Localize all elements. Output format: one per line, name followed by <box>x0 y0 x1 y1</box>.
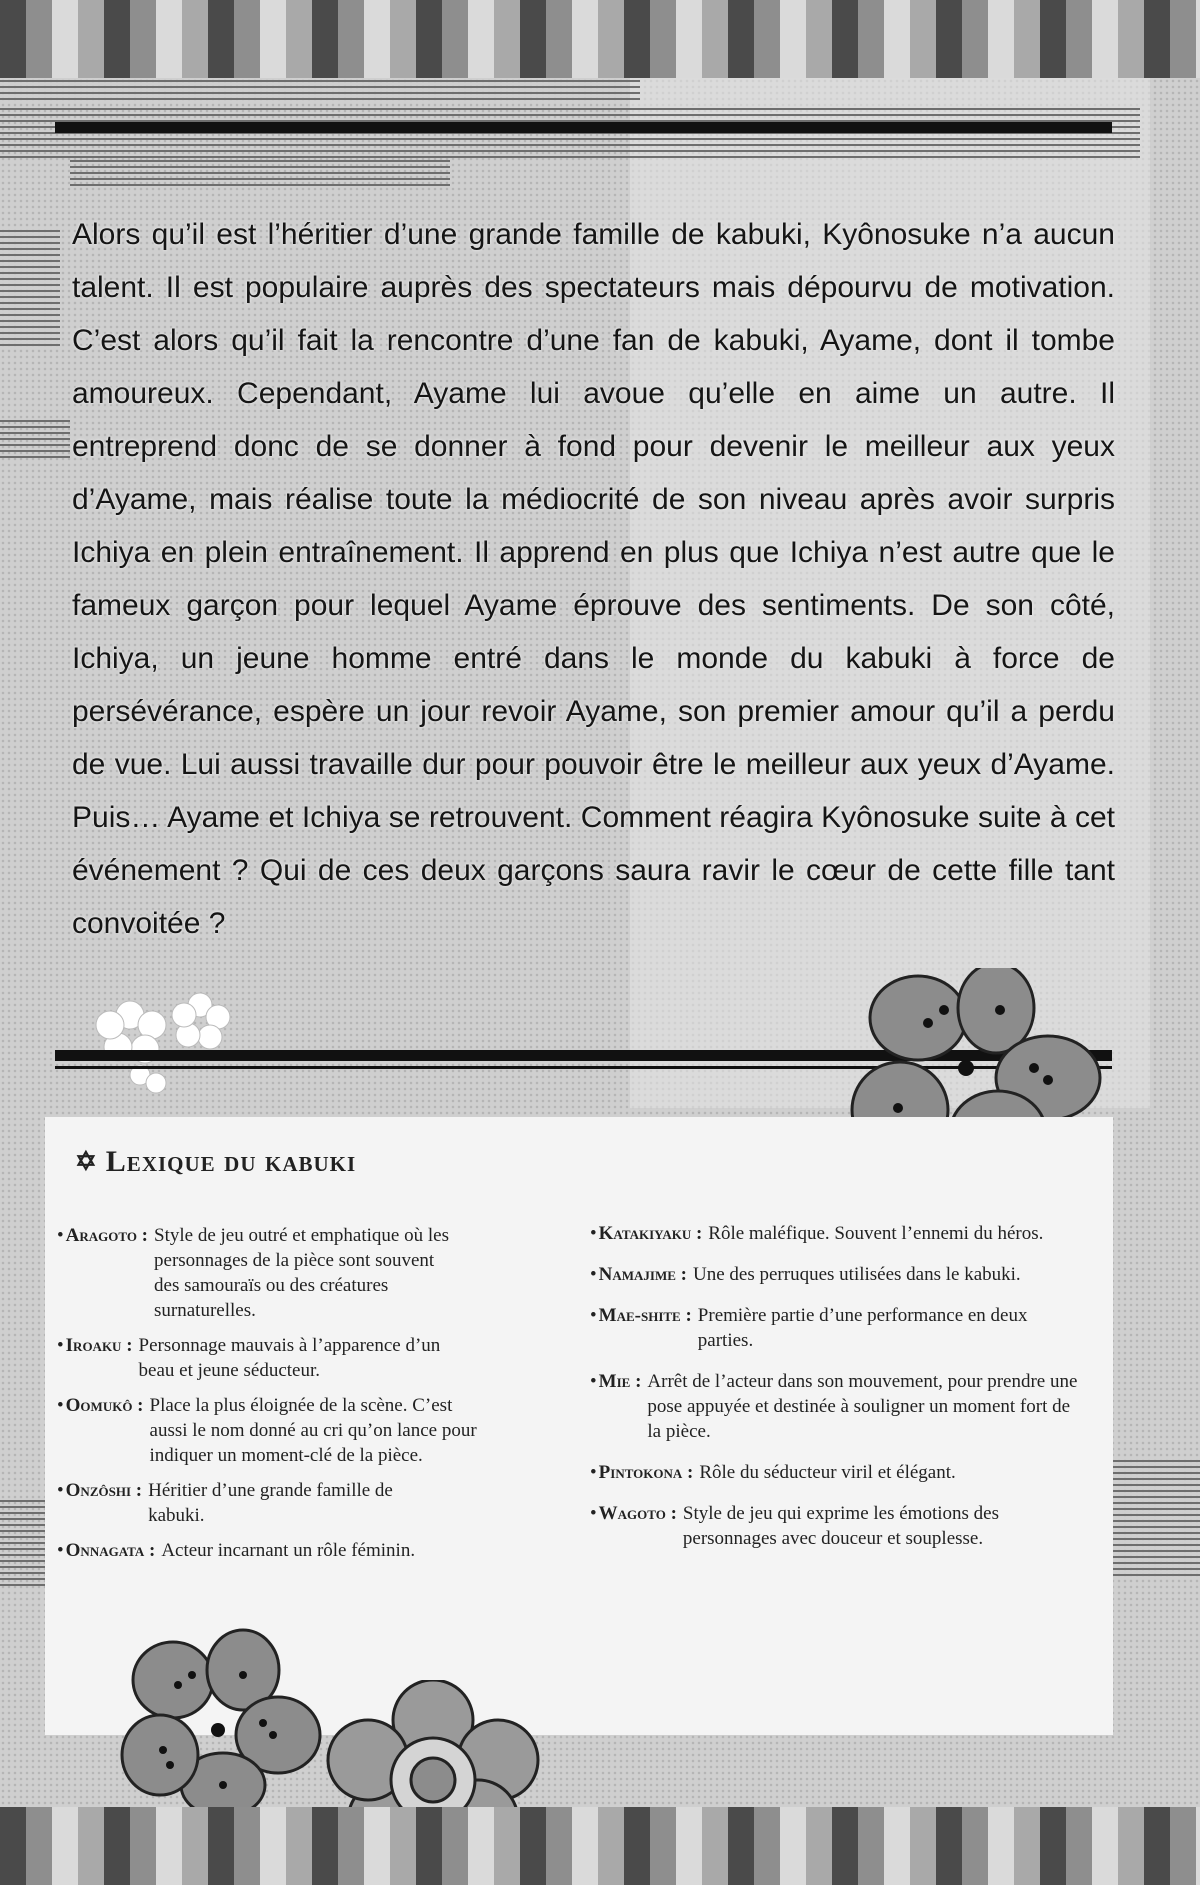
lexique-definition: Style de jeu outré et emphatique où les personnages de la pièce sont souvent des samouraïs ou des créatures surnaturelles. <box>154 1225 449 1321</box>
lexique-right-column <box>590 1221 1110 1551</box>
lexique-definition: Rôle maléfique. Souvent l’ennemi du héros. <box>708 1223 1044 1244</box>
synopsis-text: Alors qu’il est l’héritier d’une grande famille de kabuki, Kyônosuke n’a aucun talent. Il est populaire auprès des spectateurs mais dépourvu de motivation. C’est alors qu’il fait la rencontre d’une fan de kabuki, Ayame, dont il tombe amoureux. Cependant, Ayame lui avoue qu’elle en aime un autre. Il entreprend donc de se donner à fond pour devenir le meilleur aux yeux d’Ayame, mais réalise toute la médiocrité de son niveau après avoir surpris Ichiya en plein entraînement. Il apprend en plus que Ichiya n’est autre que le fameux garçon pour lequel Ayame éprouve des sentiments. De son côté, Ichiya, un jeune homme entré dans le monde du kabuki à force de persévérance, espère un jour revoir Ayame, son premier amour qu’il a perdu de vue. Lui aussi travaille dur pour pouvoir être le meilleur aux yeux d’Ayame. Puis… Ayame et Ichiya se retrouvent. Comment réagira Kyônosuke suite à cet événement ? Qui de ces deux garçons saura ravir le cœur de cette fille tant convoitée ? <box>72 218 1115 940</box>
line-motif <box>0 230 60 350</box>
lexique-definition: Héritier d’une grande famille de kabuki. <box>148 1480 393 1526</box>
lexique-entry <box>57 1393 497 1468</box>
lexique-definition: Style de jeu qui exprime les émotions des personnages avec douceur et souplesse. <box>682 1503 999 1549</box>
lexique-entry <box>590 1369 1110 1444</box>
lexique-entry <box>590 1303 1110 1353</box>
lexique-term: • Oomukô : <box>57 1393 144 1468</box>
lexique-definition: Personnage mauvais à l’apparence d’un beau et jeune séducteur. <box>138 1335 441 1381</box>
line-motif <box>0 80 640 104</box>
lexique-term: • Mie : <box>590 1369 641 1444</box>
lexique-definition: Arrêt de l’acteur dans son mouvement, pour prendre une pose appuyée et destinée à souligner un moment fort de la pièce. <box>647 1371 1078 1442</box>
lexique-left-column <box>57 1223 497 1563</box>
small-flower-icon <box>90 985 240 1095</box>
lexique-entry <box>57 1223 497 1323</box>
lexique-term: • Aragoto : <box>57 1223 148 1323</box>
line-motif <box>70 160 450 190</box>
lexique-entry <box>57 1333 497 1383</box>
lexique-term: • Onzôshi : <box>57 1478 142 1528</box>
line-motif <box>0 420 70 460</box>
lexique-title-text: Lexique du kabuki <box>105 1145 357 1178</box>
lexique-definition: Première partie d’une performance en deux parties. <box>697 1305 1028 1351</box>
lexique-entry <box>590 1501 1110 1551</box>
lexique-entry <box>590 1262 1110 1287</box>
lexique-term: • Katakiyaku : <box>590 1221 702 1246</box>
lexique-term: • Onnagata : <box>57 1538 155 1563</box>
line-motif <box>1110 1460 1200 1580</box>
lexique-definition: Place la plus éloignée de la scène. C’est aussi le nom donné au cri qu’on lance pour indiquer un moment-clé de la pièce. <box>149 1395 477 1466</box>
lexique-term: • Pintokona : <box>590 1460 693 1485</box>
lexique-title <box>75 1145 356 1179</box>
lexique-definition: Une des perruques utilisées dans le kabuki. <box>693 1264 1021 1285</box>
lexique-definition: Acteur incarnant un rôle féminin. <box>161 1540 416 1561</box>
plum-flower-icon <box>118 1625 328 1815</box>
lexique-term: • Namajime : <box>590 1262 687 1287</box>
lexique-term: • Mae-shite : <box>590 1303 692 1353</box>
lexique-definition: Rôle du séducteur viril et élégant. <box>699 1462 956 1483</box>
lexique-term: • Iroaku : <box>57 1333 133 1383</box>
top-rule <box>55 122 1112 133</box>
lexique-entry <box>57 1478 497 1528</box>
star-of-david-icon: ✡ <box>75 1147 98 1176</box>
lexique-entry <box>57 1538 497 1563</box>
lexique-entry <box>590 1221 1110 1246</box>
top-stripe-border <box>0 0 1200 78</box>
line-motif <box>0 108 1140 160</box>
lexique-entry <box>590 1460 1110 1485</box>
bottom-stripe-border <box>0 1807 1200 1885</box>
lexique-term: • Wagoto : <box>590 1501 677 1551</box>
